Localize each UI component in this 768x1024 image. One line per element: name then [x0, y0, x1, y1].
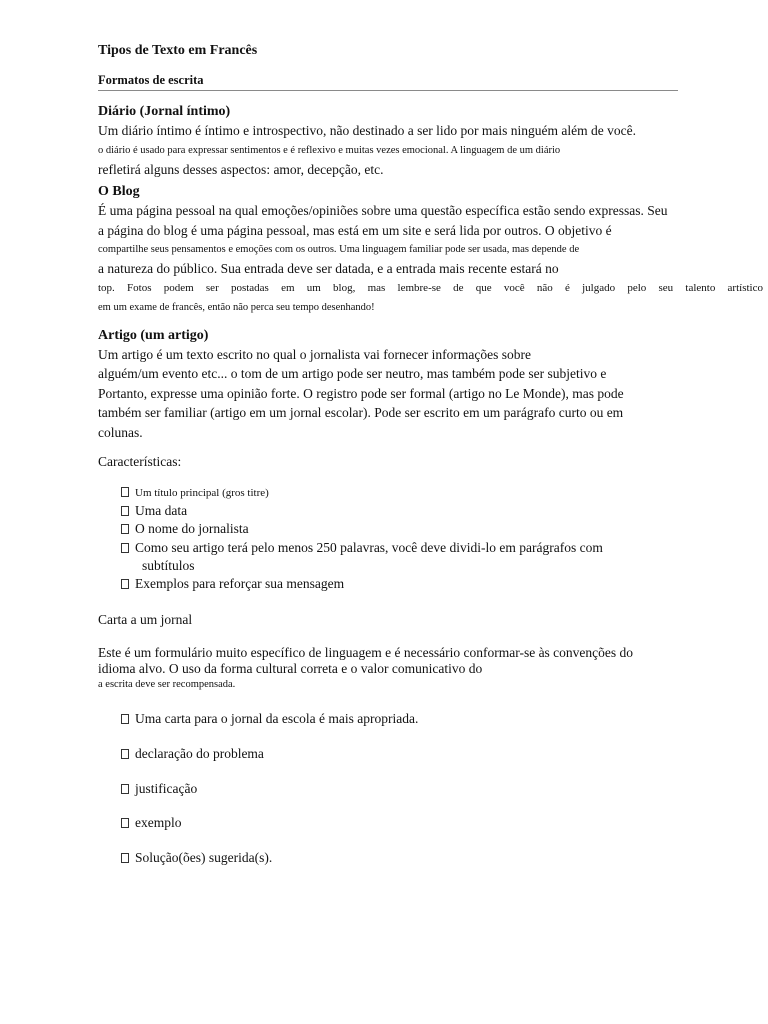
list-item: Como seu artigo terá pelo menos 250 palavras, você deve dividi-lo em parágrafos com subtítulos — [121, 539, 763, 575]
carta-items-list — [98, 710, 763, 867]
blog-line: a página do blog é uma página pessoal, mas está em um site e será lida por outros. O objetivo é — [98, 222, 612, 238]
list-item: Uma carta para o jornal da escola é mais apropriada. — [121, 710, 763, 728]
list-item: Uma data — [121, 502, 763, 520]
document-title: Tipos de Texto em Francês — [98, 43, 258, 58]
artigo-line: colunas. — [98, 424, 143, 440]
features-list — [98, 483, 763, 593]
checkbox-bullet-icon — [121, 853, 129, 863]
list-item: O nome do jornalista — [121, 520, 763, 538]
list-item: exemplo — [121, 814, 763, 832]
section-blog — [98, 183, 763, 317]
list-item: declaração do problema — [121, 745, 763, 763]
blog-line: compartilhe seus pensamentos e emoções com os outros. Uma linguagem familiar pode ser usada, mas depende de — [98, 244, 580, 255]
list-item: Solução(ões) sugerida(s). — [121, 849, 763, 867]
features-heading: Características: — [98, 454, 182, 469]
checkbox-bullet-icon — [121, 818, 129, 828]
list-item: Exemplos para reforçar sua mensagem — [121, 575, 763, 593]
document-subtitle: Formatos de escrita — [98, 73, 204, 87]
artigo-line: Portanto, expresse uma opinião forte. O registro pode ser formal (artigo no Le Monde), mas pode — [98, 385, 624, 401]
blog-heading: O Blog — [98, 184, 140, 199]
diario-line: refletirá alguns desses aspectos: amor, decepção, etc. — [98, 161, 384, 177]
document-page — [98, 42, 763, 884]
diario-heading: Diário (Jornal íntimo) — [98, 104, 231, 119]
blog-line: em um exame de francês, então não perca seu tempo desenhando! — [98, 301, 375, 313]
carta-line: a escrita deve ser recompensada. — [98, 679, 236, 691]
blog-line: top. Fotos podem ser postadas em um blog, mas lembre-se de que você não é julgado pelo seu talento artístico — [98, 281, 763, 294]
checkbox-bullet-icon — [121, 524, 129, 534]
heading-divider — [98, 90, 678, 91]
checkbox-bullet-icon — [121, 487, 129, 497]
artigo-heading: Artigo (um artigo) — [98, 327, 209, 343]
artigo-line: também ser familiar (artigo em um jornal escolar). Pode ser escrito em um parágrafo curto ou em — [98, 405, 624, 420]
artigo-line: Um artigo é um texto escrito no qual o jornalista vai fornecer informações sobre — [98, 346, 531, 362]
list-item: justificação — [121, 780, 763, 798]
diario-line: Um diário íntimo é íntimo e introspectivo, não destinado a ser lido por mais ninguém além de você. — [98, 123, 637, 138]
diario-line: o diário é usado para expressar sentimentos e é reflexivo e muitas vezes emocional. A linguagem de um diário — [98, 144, 561, 156]
checkbox-bullet-icon — [121, 784, 129, 794]
section-artigo — [98, 327, 763, 594]
checkbox-bullet-icon — [121, 749, 129, 759]
section-diario — [98, 103, 763, 179]
artigo-line: alguém/um evento etc... o tom de um artigo pode ser neutro, mas também pode ser subjetivo e — [98, 366, 607, 381]
checkbox-bullet-icon — [121, 506, 129, 516]
list-item: Um título principal (gros titre) — [121, 483, 763, 502]
checkbox-bullet-icon — [121, 579, 129, 589]
carta-heading: Carta a um jornal — [98, 612, 193, 628]
section-carta — [98, 610, 763, 867]
blog-line: É uma página pessoal na qual emoções/opiniões sobre uma questão específica estão sendo expressas. Seu — [98, 203, 668, 218]
blog-line: a natureza do público. Sua entrada deve ser datada, e a entrada mais recente estará no — [98, 261, 559, 276]
carta-line: idioma alvo. O uso da forma cultural correta e o valor comunicativo do — [98, 661, 483, 677]
checkbox-bullet-icon — [121, 714, 129, 724]
carta-line: Este é um formulário muito específico de linguagem e é necessário conformar-se às convenções do — [98, 645, 634, 661]
checkbox-bullet-icon — [121, 543, 129, 553]
